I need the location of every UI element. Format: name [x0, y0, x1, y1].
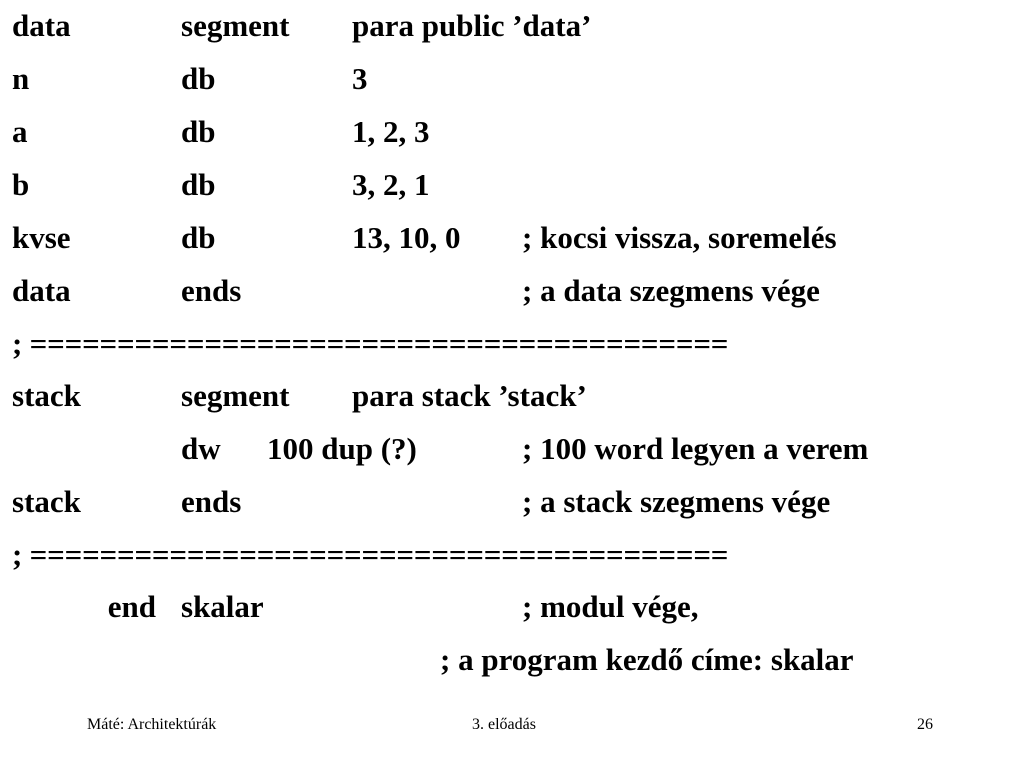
- code-arg: skalar: [181, 589, 264, 624]
- code-op: db: [181, 61, 216, 96]
- code-comment: ; kocsi vissza, soremelés: [522, 220, 837, 255]
- code-op: ends: [181, 273, 242, 308]
- code-label: end: [107, 589, 156, 624]
- code-label: b: [12, 167, 30, 202]
- code-label: stack: [12, 484, 81, 519]
- code-comment: ; a program kezdő címe: skalar: [440, 642, 854, 677]
- footer-lecture: 3. előadás: [472, 716, 536, 733]
- code-line-a: [0, 112, 1024, 152]
- code-comment: ; a stack szegmens vége: [522, 484, 831, 519]
- code-arg: 1, 2, 3: [352, 114, 430, 149]
- code-arg: para public ’data’: [352, 8, 592, 43]
- code-separator: [0, 324, 1024, 364]
- code-line-b: [0, 165, 1024, 205]
- code-separator: [0, 535, 1024, 575]
- code-comment: ; 100 word legyen a verem: [522, 431, 869, 466]
- code-comment: ; a data szegmens vége: [522, 273, 820, 308]
- footer-page-number: 26: [917, 716, 933, 733]
- code-line-n: [0, 59, 1024, 99]
- code-line-data-ends: [0, 271, 1024, 311]
- code-line-end: [0, 587, 1024, 627]
- footer-author: Máté: Architektúrák: [87, 716, 217, 733]
- code-label: kvse: [12, 220, 71, 255]
- code-label: data: [12, 273, 71, 308]
- slide-footer: [0, 716, 1024, 738]
- code-line-kvse: [0, 218, 1024, 258]
- code-arg: para stack ’stack’: [352, 378, 587, 413]
- code-op: ends: [181, 484, 242, 519]
- code-arg: 13, 10, 0: [352, 220, 461, 255]
- code-arg: 3, 2, 1: [352, 167, 430, 202]
- code-label: a: [12, 114, 28, 149]
- code-arg: 3: [352, 61, 368, 96]
- code-label: n: [12, 61, 30, 96]
- code-op: db: [181, 114, 216, 149]
- code-comment: ; modul vége,: [522, 589, 699, 624]
- code-label: stack: [12, 378, 81, 413]
- code-line-program-start: [0, 640, 1024, 680]
- separator-comment: ; ========================================: [12, 537, 729, 572]
- code-label: data: [12, 8, 71, 43]
- code-op: dw: [181, 431, 221, 466]
- code-line-dw: [0, 429, 1024, 469]
- separator-comment: ; ========================================: [12, 326, 729, 361]
- code-line-data-segment: [0, 6, 1024, 46]
- code-line-stack-ends: [0, 482, 1024, 522]
- code-arg: 100 dup (?): [267, 431, 417, 466]
- code-op: db: [181, 167, 216, 202]
- code-op: segment: [181, 8, 290, 43]
- code-op: segment: [181, 378, 290, 413]
- code-line-stack-segment: [0, 376, 1024, 416]
- code-op: db: [181, 220, 216, 255]
